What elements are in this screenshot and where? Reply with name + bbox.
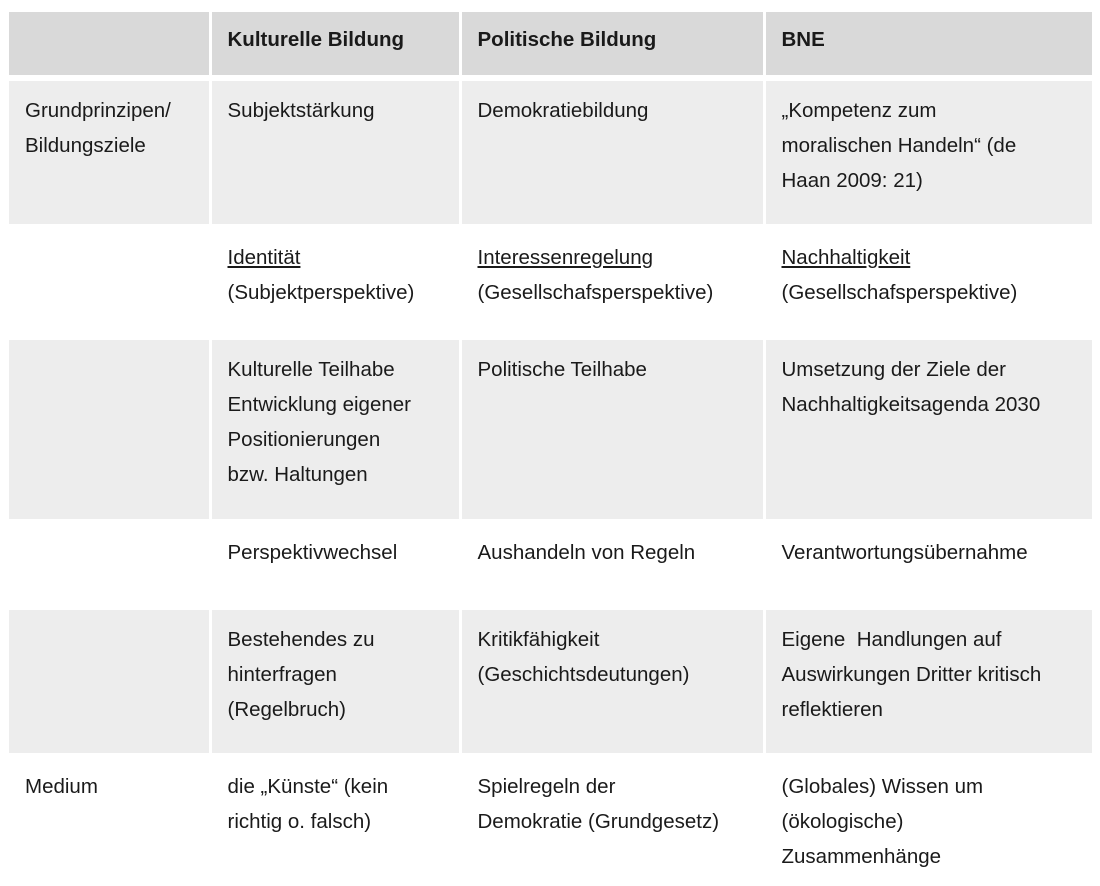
cell-text-line: (Gesellschafsperspektive) xyxy=(477,281,714,304)
kultur-cell xyxy=(210,608,460,755)
kultur-cell xyxy=(210,78,460,226)
cell-text-line: (Subjektperspektive) xyxy=(227,281,415,304)
table-row xyxy=(9,521,1092,608)
table-row xyxy=(9,226,1092,338)
cell-text-line: Demokratiebildung xyxy=(477,99,649,122)
bne-cell xyxy=(764,608,1092,755)
row-label-cell xyxy=(9,755,210,884)
cell-text-line: Umsetzung der Ziele der xyxy=(781,358,1006,381)
row-label-cell xyxy=(9,78,210,226)
cell-text-line: die „Künste“ (kein xyxy=(227,775,389,798)
bne-cell xyxy=(764,338,1092,521)
comparison-table xyxy=(9,12,1092,886)
cell-text-line: „Kompetenz zum xyxy=(781,99,937,122)
cell-text-line: moralischen Handeln“ (de xyxy=(781,134,1017,157)
row-label-cell xyxy=(9,338,210,521)
politik-cell xyxy=(460,521,764,608)
cell-text-line: (Geschichtsdeutungen) xyxy=(477,663,690,686)
header-kulturelle-bildung: Kulturelle Bildung xyxy=(210,12,460,78)
bne-cell xyxy=(764,78,1092,226)
cell-text-line: richtig o. falsch) xyxy=(227,810,372,833)
kultur-cell xyxy=(210,521,460,608)
cell-text-line: (ökologische) xyxy=(781,810,904,833)
cell-text-line: Bestehendes zu xyxy=(227,628,375,651)
row-label-line: Bildungsziele xyxy=(25,134,146,157)
cell-text-line: (Regelbruch) xyxy=(227,698,346,721)
cell-text-line: Aushandeln von Regeln xyxy=(477,541,696,564)
cell-heading-underlined: Interessenregelung xyxy=(477,246,654,269)
cell-text-line: Perspektivwechsel xyxy=(227,541,398,564)
cell-text-line: Kritikfähigkeit xyxy=(477,628,600,651)
row-label-line: Grundprinzipen/ xyxy=(25,99,171,122)
politik-cell xyxy=(460,755,764,884)
row-label-cell xyxy=(9,521,210,608)
cell-text-line: Demokratie (Grundgesetz) xyxy=(477,810,720,833)
cell-text-line: Spielregeln der xyxy=(477,775,616,798)
cell-heading-underlined: Nachhaltigkeit xyxy=(781,246,911,269)
cell-text-line: (Gesellschafsperspektive) xyxy=(781,281,1018,304)
table-row xyxy=(9,608,1092,755)
politik-cell xyxy=(460,608,764,755)
table-row xyxy=(9,755,1092,884)
cell-text-line: Nachhaltigkeitsagenda 2030 xyxy=(781,393,1041,416)
row-label-cell xyxy=(9,226,210,338)
politik-cell xyxy=(460,338,764,521)
bne-cell xyxy=(764,755,1092,884)
cell-text-line: Auswirkungen Dritter kritisch xyxy=(781,663,1042,686)
cell-text-line: Politische Teilhabe xyxy=(477,358,647,381)
cell-text-line: bzw. Haltungen xyxy=(227,463,368,486)
politik-cell xyxy=(460,78,764,226)
row-label-cell xyxy=(9,608,210,755)
bne-cell xyxy=(764,521,1092,608)
politik-cell xyxy=(460,226,764,338)
cell-text-line: reflektieren xyxy=(781,698,883,721)
kultur-cell xyxy=(210,755,460,884)
cell-text-line: Subjektstärkung xyxy=(227,99,375,122)
cell-text-line: (Globales) Wissen um xyxy=(781,775,984,798)
cell-text-line: Haan 2009: 21) xyxy=(781,169,923,192)
row-label-line: Medium xyxy=(25,775,98,798)
table-row xyxy=(9,78,1092,226)
table-row xyxy=(9,338,1092,521)
comparison-table-wrapper xyxy=(9,12,1092,886)
table-header-row xyxy=(9,12,1092,78)
cell-text-line: Positionierungen xyxy=(227,428,381,451)
cell-text-line: Verantwortungsübernahme xyxy=(781,541,1028,564)
cell-text-line: Zusammenhänge xyxy=(781,845,942,868)
header-politische-bildung: Politische Bildung xyxy=(460,12,764,78)
header-bne: BNE xyxy=(764,12,1092,78)
cell-heading-underlined: Identität xyxy=(227,246,301,269)
kultur-cell xyxy=(210,338,460,521)
cell-text-line: Eigene Handlungen auf xyxy=(781,628,1002,651)
kultur-cell xyxy=(210,226,460,338)
header-empty-cell xyxy=(9,12,210,78)
cell-text-line: Entwicklung eigener xyxy=(227,393,411,416)
cell-text-line: hinterfragen xyxy=(227,663,337,686)
bne-cell xyxy=(764,226,1092,338)
cell-text-line: Kulturelle Teilhabe xyxy=(227,358,395,381)
